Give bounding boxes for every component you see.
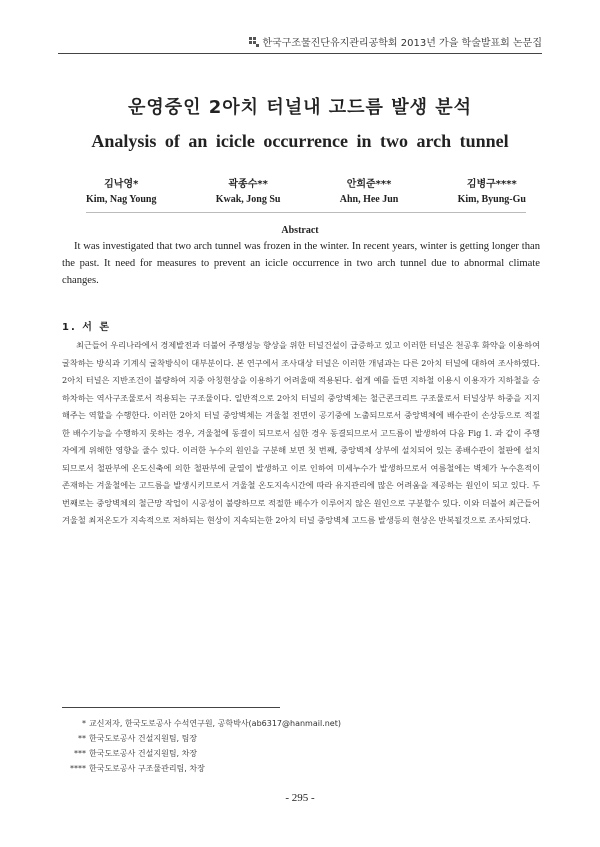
author-name-english: Kim, Nag Young <box>86 194 157 205</box>
footnote-mark: * <box>82 719 86 728</box>
author-3 <box>340 175 399 205</box>
title-korean: 운영중인 2아치 터널내 고드름 발생 분석 <box>127 97 473 118</box>
footnote-text: 교신저자, 한국도로공사 수석연구원, 공학박사(ab6317@hanmail.net) <box>89 719 341 728</box>
author-4 <box>458 175 526 205</box>
footnote <box>62 761 341 776</box>
footnotes <box>62 716 341 776</box>
author-name-korean: 김낙영* <box>104 179 139 190</box>
page-number: - 295 - <box>285 792 315 804</box>
abstract-text: It was investigated that two arch tunnel was frozen in the winter. In recent years, winter is getting longer than the past. It need for measures to prevent an icicle occurrence in two arch tunnel due to abnormal climate changes. <box>62 241 540 286</box>
abstract-heading: Abstract <box>281 225 319 236</box>
section-heading: 1. 서 론 <box>62 322 112 333</box>
author-name-english: Kwak, Jong Su <box>215 194 281 205</box>
footnote <box>62 746 341 761</box>
author-list <box>86 175 526 205</box>
footnote-mark: ** <box>78 734 86 743</box>
footnote <box>62 731 341 746</box>
author-1 <box>86 175 156 205</box>
footnote-text: 한국도로공사 건설지원팀, 팀장 <box>89 734 198 743</box>
author-name-english: Kim, Byung-Gu <box>457 194 526 205</box>
author-divider <box>86 212 526 213</box>
section-body: 최근들어 우리나라에서 경제발전과 더불어 주행성능 향상을 위한 터널건설이 급증하고 있고 이러한 터널은 천공후 화약을 이용하여 굴착하는 방식과 기계식 굴착방식이 대부분이다. 본 연구에서 조사대상 터널은 이러한 개념과는 다른 2아치 터널에 대하여 조사하였다. 2아치 터널은 지반조건이 불량하여 지중 아칭현상을 이용하기 어려울때 적용된다. 쉽게 예를 들면 지하철 이용시 이용자가 지하철을 승하차하는 역사구조물로서 적용되는 구조물이다. 일반적으로 2아치 터널의 중앙벽체는 철근콘크리트 구조물로서 터널상부 하중을 지지해주는 역할을 수행한다. 이러한 2아치 터널 중앙벽체는 겨울철 전면이 공기중에 노출되므로서 중앙벽체에 배수관이 손상등으로 적절한 배수기능을 수행하지 못하는 경우, 겨울철에 동결이 되므로서 심한 경우 동결되므로서 고드름이 발생하여 다음 Fig 1. 과 같이 주행자에게 위해한 영향을 줄수 있다. 이러한 누수의 원인을 구분해 보면 첫 번째, 중앙벽체 상부에 설치되어 있는 종배수관이 철판에 설치되므로서 철판부에 온도신축에 의한 철판부에 균열이 발생하고 이로 인하여 미세누수가 발생하므로서 여름철에는 벽체가 누수흔적이 존재하는 겨울철에는 고드름을 발생시키므로서 겨울철 온도지속시간에 따라 유지관리에 많은 어려움을 제공하는 원인이 되고 있다. 두 번째로는 중앙벽체의 철근망 작업이 시공성이 불량하므로 적절한 배수가 이루어지 않은 원인으로 구분할수 있다. 이와 더불어 최근들어 겨울철 최저온도가 지속적으로 저하되는 현상이 지속되는한 2아치 터널 중앙벽체 고드름 발생등의 현상은 반복될것으로 조사되었다. <box>62 340 540 525</box>
title-english: Analysis of an icicle occurrence in two arch tunnel <box>91 131 509 151</box>
author-2 <box>216 175 281 205</box>
header-divider <box>58 53 542 54</box>
footnote <box>62 716 341 731</box>
footnote-divider <box>62 707 280 708</box>
running-header <box>249 34 542 49</box>
footnote-text: 한국도로공사 구조물관리팀, 차장 <box>89 764 205 773</box>
author-name-korean: 안희준*** <box>346 179 392 190</box>
author-name-korean: 곽종수** <box>228 179 268 190</box>
footnote-mark: **** <box>70 764 86 773</box>
author-name-korean: 김병구**** <box>466 179 517 190</box>
header-text: 한국구조물진단유지관리공학회 2013년 가을 학술발표회 논문집 <box>262 38 542 49</box>
grid-bullet-icon <box>249 37 259 47</box>
footnote-text: 한국도로공사 건설지원팀, 차장 <box>89 749 198 758</box>
footnote-mark: *** <box>74 749 86 758</box>
author-name-english: Ahn, Hee Jun <box>339 194 399 205</box>
